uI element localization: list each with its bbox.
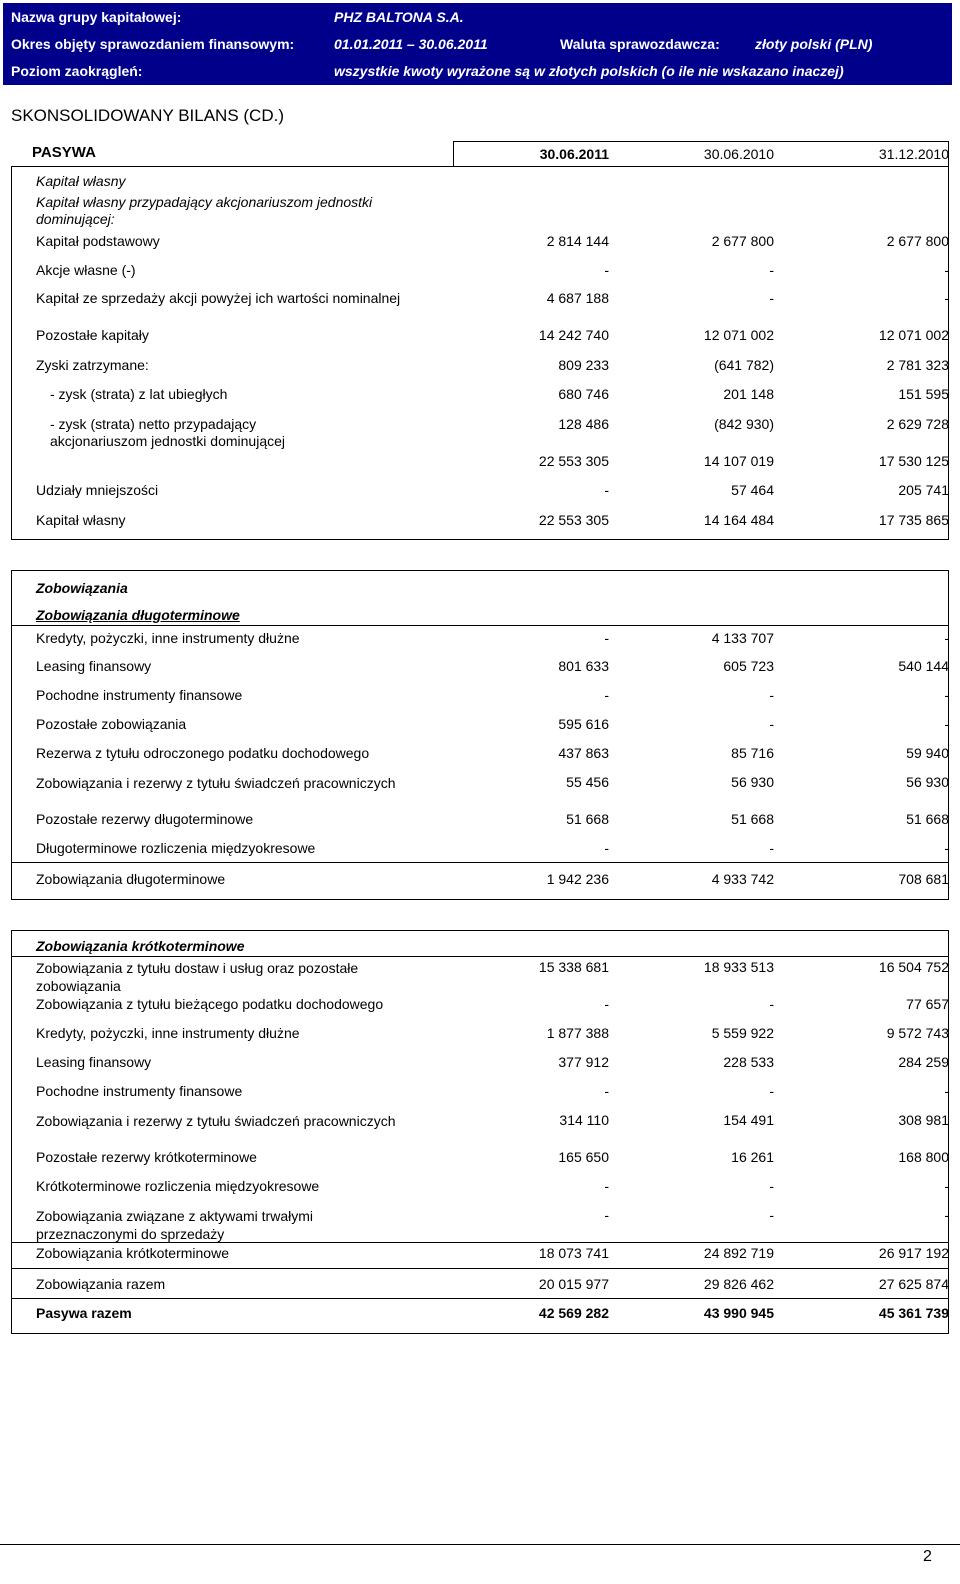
short-row-value: 284 259	[898, 1054, 949, 1070]
equity-row-label: Akcje własne (-)	[36, 262, 136, 278]
equity-row-value: -	[944, 290, 949, 306]
equity-subtotal-value: 14 107 019	[703, 453, 774, 469]
equity-row-label: Kapitał ze sprzedaży akcji powyżej ich wartości nominalnej	[36, 290, 401, 306]
short-row-value: -	[604, 1083, 609, 1099]
equity-row-value: 4 687 188	[546, 290, 609, 306]
section-divider	[11, 1268, 949, 1269]
short-row-value: -	[604, 996, 609, 1012]
short-row-label: Zobowiązania związane z aktywami trwałymi przeznaczonymi do sprzedaży	[36, 1208, 313, 1242]
rounding-value: wszystkie kwoty wyrażone są w złotych polskich (o ile nie wskazano inaczej)	[334, 63, 844, 79]
period-value: 01.01.2011 – 30.06.2011	[334, 36, 488, 52]
short-row-value: -	[944, 1207, 949, 1223]
equity-row-value: -	[944, 262, 949, 278]
short-row-value: -	[769, 1178, 774, 1194]
short-total-label: Zobowiązania krótkoterminowe	[36, 1245, 229, 1261]
page-number: 2	[923, 1548, 932, 1565]
equity-row-value: -	[769, 262, 774, 278]
long-total-value: 1 942 236	[546, 871, 609, 887]
long-total-value: 708 681	[898, 871, 949, 887]
column-header-1: 30.06.2011	[539, 146, 609, 162]
liabilities-total-value: 20 015 977	[538, 1276, 609, 1292]
grand-total-value: 45 361 739	[878, 1305, 949, 1321]
long-row-value: -	[604, 630, 609, 646]
long-row-label: Zobowiązania i rezerwy z tytułu świadczeń pracowniczych	[36, 775, 396, 791]
long-row-value: -	[604, 687, 609, 703]
equity-total-value: 22 553 305	[538, 512, 609, 528]
short-row-label: Zobowiązania z tytułu dostaw i usług oraz pozostałe zobowiązania	[36, 960, 359, 994]
equity-row-value: 680 746	[558, 386, 609, 402]
short-row-value: 16 504 752	[878, 959, 949, 975]
equity-subtotal-value: 22 553 305	[538, 453, 609, 469]
equity-row-label: Kapitał podstawowy	[36, 233, 160, 249]
grand-total-value: 42 569 282	[538, 1305, 609, 1321]
long-row-value: -	[944, 630, 949, 646]
equity-row-label: - zysk (strata) z lat ubiegłych	[50, 386, 228, 402]
short-total-value: 24 892 719	[703, 1245, 774, 1261]
equity-row-value: 151 595	[898, 386, 949, 402]
liabilities-total-value: 27 625 874	[878, 1276, 949, 1292]
long-row-label: Rezerwa z tytułu odroczonego podatku dochodowego	[36, 745, 370, 761]
equity-row-value: (842 930)	[714, 416, 774, 432]
short-row-value: 18 933 513	[703, 959, 774, 975]
short-row-label: Pochodne instrumenty finansowe	[36, 1083, 243, 1099]
short-row-label: Kredyty, pożyczki, inne instrumenty dłużne	[36, 1025, 300, 1041]
long-row-value: 55 456	[566, 774, 609, 790]
long-row-value: -	[604, 840, 609, 856]
equity-row-value: 57 464	[731, 482, 774, 498]
short-row-value: 1 877 388	[546, 1025, 609, 1041]
column-header-box	[453, 141, 949, 167]
short-row-value: 228 533	[723, 1054, 774, 1070]
equity-row-value: -	[769, 290, 774, 306]
equity-row-label: Zyski zatrzymane:	[36, 357, 149, 373]
long-row-value: 4 133 707	[711, 630, 774, 646]
section-divider	[11, 625, 949, 626]
liabilities-total-label: Zobowiązania razem	[36, 1276, 166, 1292]
long-row-label: Długoterminowe rozliczenia międzyokresowe	[36, 840, 316, 856]
equity-row-value: -	[604, 482, 609, 498]
long-row-value: 85 716	[731, 745, 774, 761]
section-divider	[11, 1242, 949, 1243]
short-row-value: -	[604, 1207, 609, 1223]
equity-subtotal-value: 17 530 125	[878, 453, 949, 469]
equity-row-value: (641 782)	[714, 357, 774, 373]
long-row-value: 540 144	[898, 658, 949, 674]
equity-row-value: -	[604, 262, 609, 278]
long-row-value: 56 930	[731, 774, 774, 790]
rounding-label: Poziom zaokrągleń:	[11, 63, 143, 79]
section-divider	[11, 956, 949, 957]
equity-total-value: 14 164 484	[703, 512, 774, 528]
grand-total-label: Pasywa razem	[36, 1305, 132, 1321]
short-row-value: 308 981	[898, 1112, 949, 1128]
page-title: SKONSOLIDOWANY BILANS (CD.)	[11, 106, 284, 125]
long-row-value: -	[769, 716, 774, 732]
short-row-value: 5 559 922	[711, 1025, 774, 1041]
short-row-value: -	[769, 996, 774, 1012]
long-row-label: Pozostałe rezerwy długoterminowe	[36, 811, 254, 827]
long-row-value: 437 863	[558, 745, 609, 761]
short-row-label: Krótkoterminowe rozliczenia międzyokresowe	[36, 1178, 320, 1194]
equity-row-value: 2 781 323	[886, 357, 949, 373]
period-label: Okres objęty sprawozdaniem finansowym:	[11, 36, 295, 52]
equity-row-value: 2 629 728	[886, 416, 949, 432]
equity-heading: Kapitał własny	[36, 173, 126, 189]
equity-row-value: 2 677 800	[711, 233, 774, 249]
short-row-value: -	[944, 1083, 949, 1099]
long-row-value: -	[944, 840, 949, 856]
liabilities-heading: Zobowiązania	[36, 580, 128, 596]
long-row-label: Leasing finansowy	[36, 658, 152, 674]
equity-row-value: 12 071 002	[703, 327, 774, 343]
long-row-value: 51 668	[906, 811, 949, 827]
short-row-label: Pozostałe rezerwy krótkoterminowe	[36, 1149, 257, 1165]
equity-row-value: 809 233	[558, 357, 609, 373]
column-label-pasywa: PASYWA	[32, 144, 96, 161]
short-row-value: -	[769, 1207, 774, 1223]
long-term-heading: Zobowiązania długoterminowe	[36, 607, 240, 623]
short-row-value: 77 657	[906, 996, 949, 1012]
equity-row-label: Pozostałe kapitały	[36, 327, 149, 343]
short-row-value: 165 650	[558, 1149, 609, 1165]
long-row-value: -	[769, 687, 774, 703]
long-row-value: -	[944, 687, 949, 703]
long-row-value: -	[769, 840, 774, 856]
long-row-value: 595 616	[558, 716, 609, 732]
short-row-value: 168 800	[898, 1149, 949, 1165]
column-header-3: 31.12.2010	[878, 146, 949, 162]
long-total-label: Zobowiązania długoterminowe	[36, 871, 226, 887]
equity-subheading: Kapitał własny przypadający akcjonariuszom jednostki dominującej:	[36, 194, 373, 227]
equity-row-value: 2 677 800	[886, 233, 949, 249]
short-row-value: 314 110	[559, 1112, 609, 1128]
long-row-value: 51 668	[566, 811, 609, 827]
equity-total-label: Kapitał własny	[36, 512, 126, 528]
short-total-value: 18 073 741	[538, 1245, 609, 1261]
long-row-label: Pochodne instrumenty finansowe	[36, 687, 243, 703]
short-row-label: Zobowiązania z tytułu bieżącego podatku dochodowego	[36, 996, 384, 1012]
short-total-value: 26 917 192	[878, 1245, 949, 1261]
equity-total-value: 17 735 865	[878, 512, 949, 528]
short-row-value: -	[944, 1178, 949, 1194]
short-row-value: 9 572 743	[886, 1025, 949, 1041]
group-label: Nazwa grupy kapitałowej:	[11, 9, 182, 25]
short-row-value: 377 912	[558, 1054, 609, 1070]
long-row-value: 51 668	[731, 811, 774, 827]
short-term-heading: Zobowiązania krótkoterminowe	[36, 938, 245, 954]
currency-label: Waluta sprawozdawcza:	[560, 36, 720, 52]
short-row-value: -	[604, 1178, 609, 1194]
grand-total-value: 43 990 945	[703, 1305, 774, 1321]
equity-row-value: 205 741	[898, 482, 949, 498]
short-row-label: Leasing finansowy	[36, 1054, 152, 1070]
equity-row-value: 2 814 144	[546, 233, 609, 249]
currency-value: złoty polski (PLN)	[755, 36, 873, 52]
short-row-value: 15 338 681	[538, 959, 609, 975]
long-row-value: 56 930	[906, 774, 949, 790]
long-row-value: 605 723	[723, 658, 774, 674]
footer-rule	[0, 1544, 960, 1545]
equity-row-label: Udziały mniejszości	[36, 482, 159, 498]
equity-row-value: 14 242 740	[538, 327, 609, 343]
report-header	[3, 3, 952, 85]
short-row-value: 154 491	[723, 1112, 774, 1128]
equity-row-value: 12 071 002	[878, 327, 949, 343]
long-row-value: 59 940	[906, 745, 949, 761]
equity-row-value: 201 148	[723, 386, 774, 402]
equity-row-label: - zysk (strata) netto przypadający akcjonariuszom jednostki dominującej	[50, 416, 286, 449]
liabilities-total-value: 29 826 462	[703, 1276, 774, 1292]
section-divider	[11, 862, 949, 863]
group-value: PHZ BALTONA S.A.	[334, 9, 464, 25]
long-row-label: Kredyty, pożyczki, inne instrumenty dłużne	[36, 630, 300, 646]
long-total-value: 4 933 742	[711, 871, 774, 887]
short-row-label: Zobowiązania i rezerwy z tytułu świadczeń pracowniczych	[36, 1113, 396, 1129]
long-row-value: -	[944, 716, 949, 732]
section-divider	[11, 1298, 949, 1299]
equity-row-value: 128 486	[558, 416, 609, 432]
column-header-2: 30.06.2010	[703, 146, 774, 162]
long-row-value: 801 633	[558, 658, 609, 674]
short-row-value: -	[769, 1083, 774, 1099]
short-row-value: 16 261	[731, 1149, 774, 1165]
long-row-label: Pozostałe zobowiązania	[36, 716, 187, 732]
